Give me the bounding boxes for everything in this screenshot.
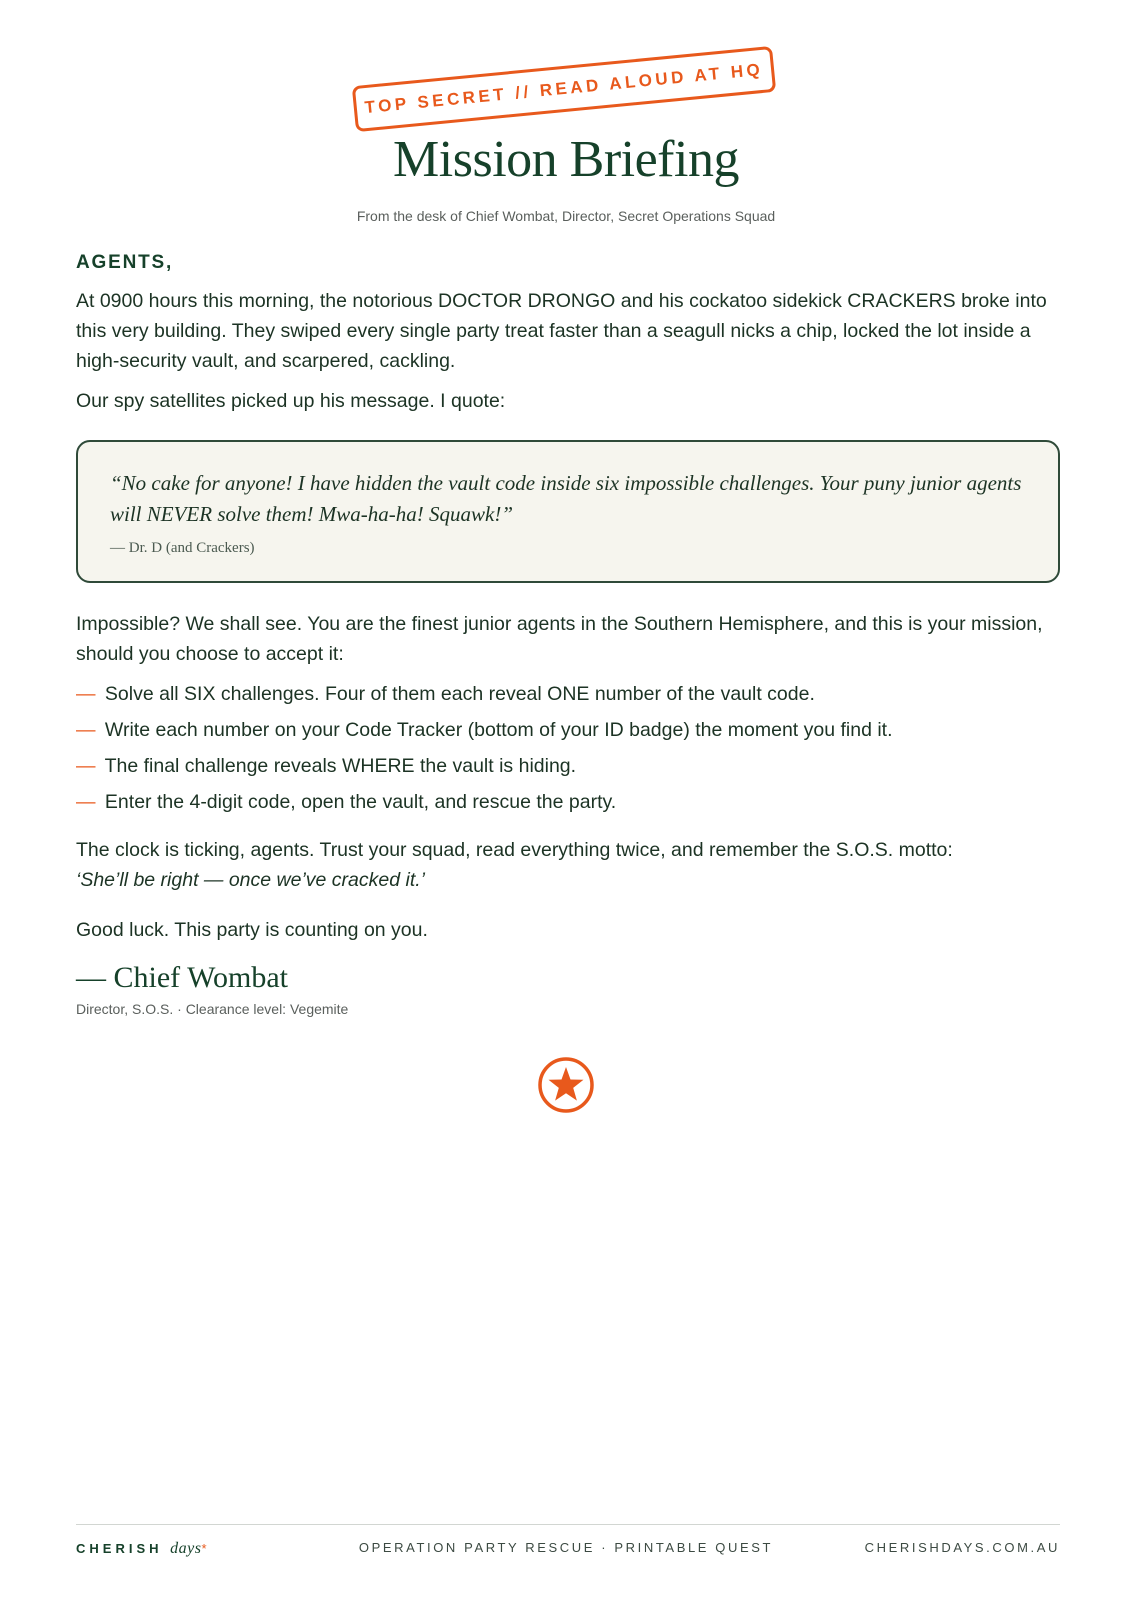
list-item [76,715,1060,745]
page-subtitle: From the desk of Chief Wombat, Director, Secret Operations Squad [356,208,776,224]
list-item-text: Write each number on your Code Tracker (bottom of your ID badge) the moment you find it. [104,719,893,741]
list-item-text: The final challenge reveals WHERE the vault is hiding. [104,755,577,777]
signature: — Chief Wombat [76,961,289,994]
list-item [76,679,1060,709]
brand-script: days [170,1540,202,1557]
brand-wordmark: CHERISH [76,1541,163,1556]
list-item-text: Enter the 4-digit code, open the vault, and rescue the party. [104,791,617,813]
star-badge-icon [537,1056,595,1114]
villain-quote: “No cake for anyone! I have hidden the vault code inside six impossible challenges. Your puny junior agents will NEVER solve them! Mwa-ha-ha! Squawk!” [110,471,1022,526]
sos-motto: ‘She’ll be right — once we’ve cracked it.’ [76,869,425,891]
mission-intro: Impossible? We shall see. You are the finest junior agents in the Southern Hemisphere, and this is your mission, should you choose to accept it: [76,613,1043,665]
dash-bullet: — [76,791,96,813]
greeting: AGENTS, [76,252,174,273]
page-title: Mission Briefing [393,131,739,188]
footer-quest-name: OPERATION PARTY RESCUE · PRINTABLE QUEST [358,1540,774,1555]
dash-bullet: — [76,755,96,777]
list-item [76,787,1060,817]
mission-steps [76,679,1060,817]
villain-quote-box [76,440,1060,583]
top-secret-stamp: TOP SECRET // READ ALOUD AT HQ [352,46,776,132]
quote-lead-in: Our spy satellites picked up his message. I quote: [76,390,506,412]
dash-bullet: — [76,719,96,741]
list-item [76,751,1060,781]
intro-paragraph: At 0900 hours this morning, the notorious DOCTOR DRONGO and his cockatoo sidekick CRACKERS broke into this very building. They swiped every single party treat faster than a seagull nicks a chip, locked the lot inside a high-security vault, and scarpered, cackling. [76,290,1047,372]
closing-paragraph [76,835,1060,895]
brand-asterisk: * [201,1541,207,1556]
quote-attribution: — Dr. D (and Crackers) [110,540,255,556]
footer-divider [76,1524,1060,1525]
signature-subline: Director, S.O.S. · Clearance level: Vegemite [76,1001,349,1017]
closing-text: The clock is ticking, agents. Trust your squad, read everything twice, and remember the S.O.S. motto: [76,839,953,861]
dash-bullet: — [76,683,96,705]
list-item-text: Solve all SIX challenges. Four of them each reveal ONE number of the vault code. [104,683,815,705]
footer-website: CHERISHDAYS.COM.AU [864,1540,1060,1555]
good-luck-line: Good luck. This party is counting on you. [76,919,428,941]
briefing-body [76,252,1060,1017]
